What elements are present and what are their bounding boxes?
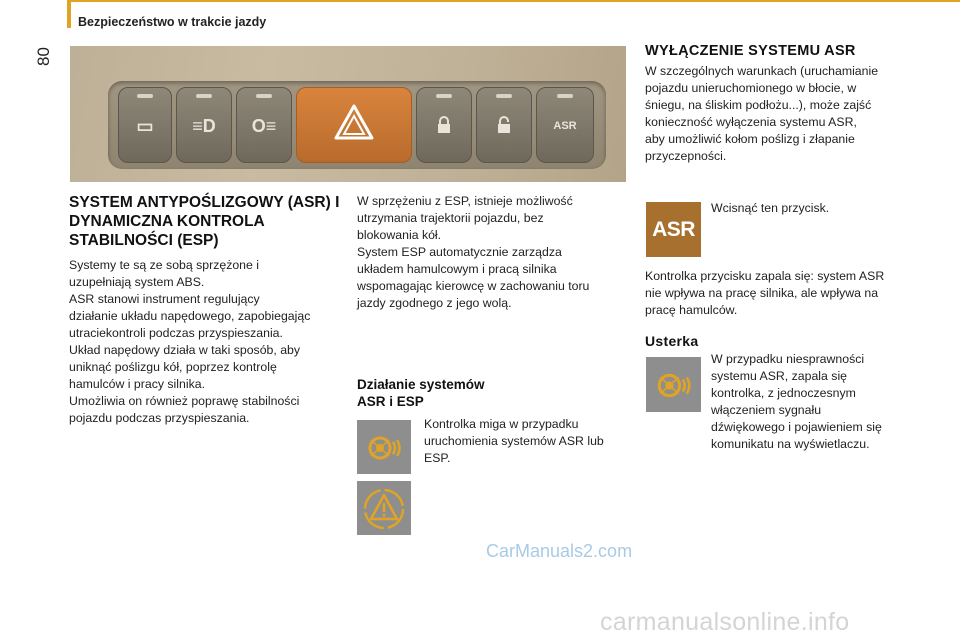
rear-fog-button <box>236 87 292 163</box>
subtitle-line: ASR i ESP <box>357 394 424 409</box>
body-line: komunikatu na wyświetlaczu. <box>711 437 870 451</box>
asr-fault-lamp <box>646 357 701 412</box>
asr-button-symbol: ASR <box>646 202 701 257</box>
body-line: ASR stanowi instrument regulujący <box>69 292 260 306</box>
blink-text <box>424 416 634 467</box>
body-line: dźwiękowego i pojawieniem się <box>711 420 882 434</box>
right-section-title: WYŁĄCZENIE SYSTEMU ASR <box>645 43 856 59</box>
body-line: uzupełniają system ABS. <box>69 275 205 289</box>
header-rule <box>67 0 960 2</box>
front-fog-button <box>176 87 232 163</box>
rear-fog-icon: O≡ <box>251 116 277 136</box>
fault-title: Usterka <box>645 333 699 349</box>
fault-text <box>711 351 931 453</box>
body-line: ESP. <box>424 451 451 465</box>
body-line: hamulców i pracy silnika. <box>69 377 205 391</box>
body-line: System ESP automatycznie zarządza <box>357 245 562 259</box>
asr-esp-warning-lamp <box>357 420 411 474</box>
subtitle-line: Działanie systemów <box>357 377 485 392</box>
operation-subtitle <box>357 376 485 410</box>
body-line: utrzymania trajektorii pojazdu, bez <box>357 211 544 225</box>
body-line: Układ napędowy działa w taki sposób, aby <box>69 343 301 357</box>
hazard-warning-icon <box>297 104 411 145</box>
body-line: wspomagając kierowcę w zachowaniu toru <box>357 279 590 293</box>
page-number: 80 <box>34 47 53 66</box>
asr-button-icon: ASR <box>553 120 577 132</box>
rear-defrost-button <box>118 87 172 163</box>
right-body <box>645 63 925 165</box>
stability-warning-lamp <box>357 481 411 535</box>
body-line: włączeniem sygnału <box>711 403 822 417</box>
section-header: Bezpieczeństwo w trakcie jazdy <box>78 15 267 29</box>
switch-panel <box>108 81 606 169</box>
body-line: utraciekontroli podczas przyspieszania. <box>69 326 283 340</box>
skid-car-icon <box>646 357 701 412</box>
watermark-carmanualsonline: carmanualsonline.info <box>600 608 850 636</box>
press-instruction: Wcisnąć ten przycisk. <box>711 201 830 215</box>
body-line: Systemy te są ze sobą sprzężone i <box>69 258 260 272</box>
body-line: Kontrolka miga w przypadku <box>424 417 579 431</box>
body-line: śniegu, na śliskim podłożu...), może zajść <box>645 98 872 112</box>
header-accent-bar <box>67 0 71 28</box>
lock-button <box>416 87 472 163</box>
body-line: kontrolka, z jednoczesnym <box>711 386 856 400</box>
body-line: pracę hamulców. <box>645 303 738 317</box>
body-line: systemu ASR, zapala się <box>711 369 848 383</box>
body-line: W przypadku niesprawności <box>711 352 865 366</box>
rear-defrost-icon: ▭ <box>136 116 154 136</box>
front-fog-icon: ≡D <box>192 116 216 136</box>
middle-body <box>357 193 627 312</box>
hazard-button <box>296 87 412 163</box>
asr-panel-button <box>536 87 594 163</box>
body-line: jazdy zgodnego z jego wolą. <box>357 296 512 310</box>
lock-icon <box>417 116 471 138</box>
left-section-title: SYSTEM ANTYPOŚLIZGOWY (ASR) I DYNAMICZNA KONTROLA STABILNOŚCI (ESP) <box>69 194 340 249</box>
body-line: aby umożliwić kołom poślizg i złapanie <box>645 132 855 146</box>
body-line: uruchomienia systemów ASR lub <box>424 434 604 448</box>
body-line: układem hamulcowym i pracą silnika <box>357 262 557 276</box>
left-body <box>69 257 354 427</box>
body-line: Umożliwia on również poprawę stabilności <box>69 394 300 408</box>
warning-triangle-icon <box>357 481 411 535</box>
unlock-button <box>476 87 532 163</box>
skid-car-icon <box>357 420 411 474</box>
body-line: działanie układu napędowego, zapobiegając <box>69 309 311 323</box>
watermark-carmanuals2: CarManuals2.com <box>486 541 633 561</box>
body-line: nie wpływa na pracę silnika, ale wpływa na <box>645 286 879 300</box>
body-line: W szczególnych warunkach (uruchamianie <box>645 64 879 78</box>
body-line: uniknąć poślizgu kół, poprzez kontrolę <box>69 360 277 374</box>
lamp-text <box>645 268 925 319</box>
body-line: W sprzężeniu z ESP, istnieje możliwość <box>357 194 573 208</box>
unlock-icon <box>477 116 531 139</box>
body-line: pojazdu podczas przyspieszania. <box>69 411 250 425</box>
body-line: blokowania kół. <box>357 228 442 242</box>
body-line: Kontrolka przycisku zapala się: system ASR <box>645 269 885 283</box>
body-line: konieczność wyłączenia systemu ASR, <box>645 115 857 129</box>
body-line: pojazdu unieruchomionego w błocie, w <box>645 81 857 95</box>
body-line: przyczepności. <box>645 149 727 163</box>
switch-panel-photo <box>70 46 626 182</box>
